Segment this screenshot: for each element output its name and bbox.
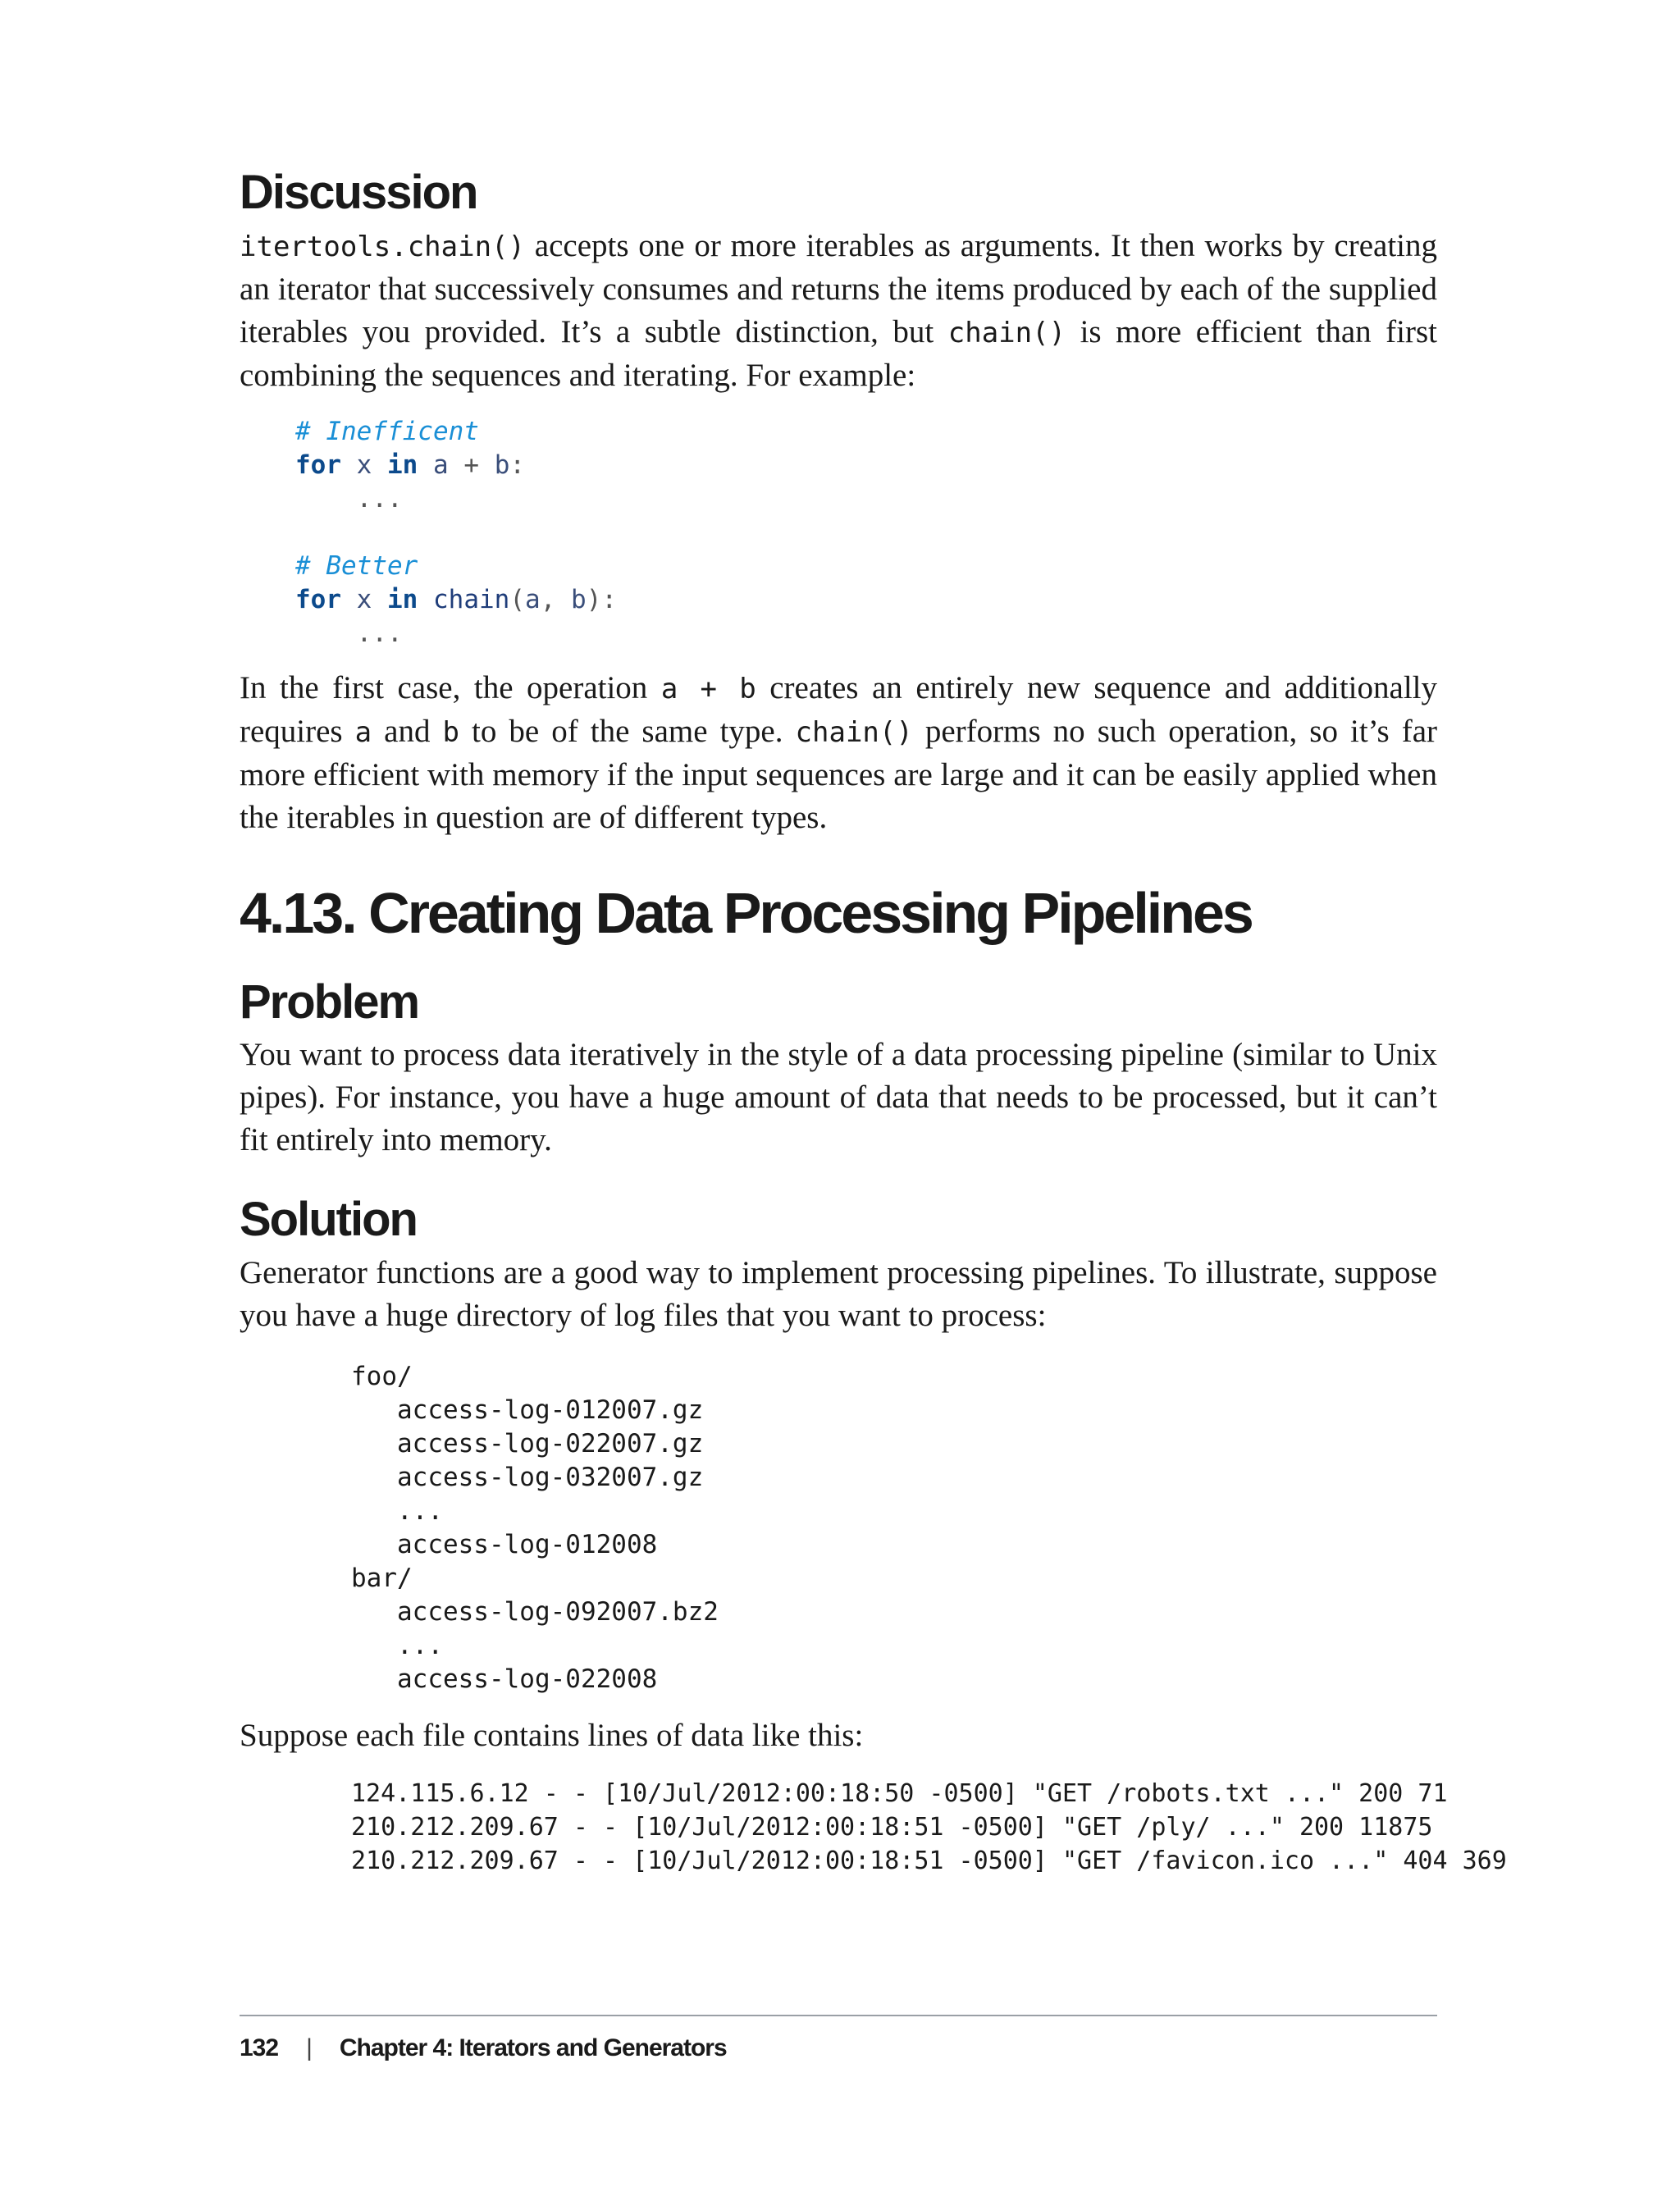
code-ellipsis: ... <box>356 483 403 514</box>
code-operator: ): <box>586 584 618 614</box>
inline-code: a <box>354 715 372 749</box>
code-block-log-lines <box>351 1777 1507 1878</box>
inline-code: chain() <box>947 316 1066 349</box>
solution-heading: Solution <box>240 1193 417 1247</box>
discussion-paragraph-1 <box>240 225 1437 397</box>
code-line: access-log-012007.gz <box>351 1395 704 1425</box>
text-run: performs no such operation, so it’s far more efficient with memory if the input sequences are large and it can be easily applied when the iterables in question are of different types. <box>240 713 1437 835</box>
page-number: 132 <box>240 2034 279 2061</box>
code-ellipsis: ... <box>356 618 403 648</box>
text-run: creates an entirely new sequence and additionally requires <box>240 669 1437 749</box>
code-line: bar/ <box>351 1563 413 1593</box>
lines-intro-paragraph: Suppose each file contains lines of data like this: <box>240 1717 864 1753</box>
code-line: ... <box>351 1495 443 1526</box>
code-block-dir-listing <box>351 1360 1437 1696</box>
discussion-heading: Discussion <box>240 166 477 219</box>
text-run: accepts one or more iterables as arguments. It then works by creating an iterator that successively consumes and returns the items produced by each of the supplied iterables you provided. It’s a subtle distinction, but <box>240 227 1437 349</box>
code-line: access-log-012008 <box>351 1529 658 1559</box>
text-run: to be of the same type. <box>459 713 796 749</box>
problem-paragraph: You want to process data iteratively in the style of a data processing pipeline (similar to Unix pipes). For instance, you have a huge amount of data that needs to be processed, but it can’t fit entirely into memory. <box>240 1037 1437 1158</box>
code-block-chain-example <box>295 415 1437 651</box>
code-comment: # Better <box>295 550 418 581</box>
code-line: 210.212.209.67 - - [10/Jul/2012:00:18:51 -0500] "GET /favicon.ico ..." 404 369 <box>351 1846 1507 1875</box>
code-line: access-log-092007.bz2 <box>351 1596 719 1627</box>
code-identifier: a <box>433 450 449 480</box>
code-line: access-log-032007.gz <box>351 1462 704 1492</box>
code-keyword: in <box>387 584 418 614</box>
problem-heading: Problem <box>240 975 419 1029</box>
code-identifier: b <box>571 584 587 614</box>
code-keyword: in <box>387 450 418 480</box>
code-keyword: for <box>295 450 341 480</box>
inline-code: a + b <box>660 672 756 705</box>
inline-code: itertools.chain() <box>240 230 525 263</box>
recipe-title: 4.13. Creating Data Processing Pipelines <box>240 880 1252 945</box>
chapter-title: Chapter 4: Iterators and Generators <box>339 2034 727 2061</box>
footer-separator: | <box>306 2034 312 2061</box>
code-line: foo/ <box>351 1361 413 1391</box>
code-line: ... <box>351 1630 443 1660</box>
code-line: 124.115.6.12 - - [10/Jul/2012:00:18:50 -0500] "GET /robots.txt ..." 200 71 <box>351 1778 1448 1808</box>
solution-paragraph: Generator functions are a good way to implement processing pipelines. To illustrate, suppose you have a huge directory of log files that you want to process: <box>240 1254 1437 1333</box>
text-run: In the first case, the operation <box>240 669 661 705</box>
page-footer <box>240 2015 1437 2062</box>
code-identifier: b <box>494 450 510 480</box>
text-run: is more efficient than first combining the sequences and iterating. For example: <box>240 313 1437 393</box>
page-content <box>240 164 1507 1878</box>
code-identifier: a <box>525 584 541 614</box>
discussion-paragraph-2 <box>240 667 1437 839</box>
code-operator: : <box>509 450 526 480</box>
inline-code: b <box>442 715 459 749</box>
code-operator: ( <box>509 584 526 614</box>
code-operator: , <box>540 584 556 614</box>
code-comment: # Inefficent <box>295 416 479 446</box>
code-identifier: x <box>356 450 372 480</box>
code-operator: + <box>463 450 480 480</box>
code-line: 210.212.209.67 - - [10/Jul/2012:00:18:51 -0500] "GET /ply/ ..." 200 11875 <box>351 1812 1433 1842</box>
code-line: access-log-022008 <box>351 1664 658 1694</box>
code-function: chain <box>433 584 510 614</box>
code-line: access-log-022007.gz <box>351 1428 704 1459</box>
text-run: and <box>372 713 443 749</box>
code-identifier: x <box>356 584 372 614</box>
inline-code: chain() <box>795 715 913 749</box>
code-keyword: for <box>295 584 341 614</box>
